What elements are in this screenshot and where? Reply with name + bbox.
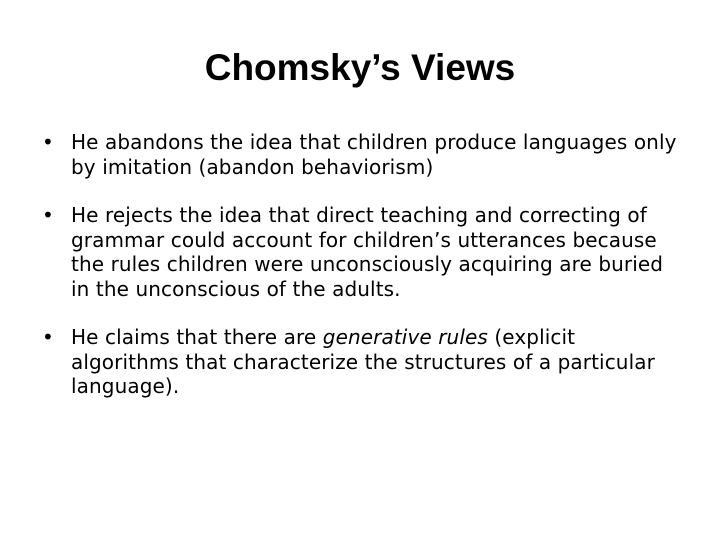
bullet-text bbox=[71, 325, 655, 398]
bullet-dot-icon: • bbox=[42, 325, 54, 349]
bullet-list bbox=[42, 130, 682, 423]
bullet-item-direct-teaching bbox=[42, 203, 682, 301]
bullet-text: He rejects the idea that direct teaching and correcting of grammar could account for children’s utterances because the rules children were unconsciously acquiring are buried in the unconscious of the adults. bbox=[71, 203, 664, 301]
slide-title: Chomsky’s Views bbox=[204, 47, 516, 88]
generative-rules-emphasis: generative rules bbox=[322, 325, 488, 349]
bullet-text-before: He claims that there are bbox=[71, 325, 323, 349]
bullet-dot-icon: • bbox=[42, 130, 54, 154]
bullet-dot-icon: • bbox=[42, 203, 54, 227]
bullet-text: He abandons the idea that children produce languages only by imitation (abandon behaviorism) bbox=[71, 130, 677, 179]
bullet-text-after: (explicit algorithms that characterize the structures of a particular language). bbox=[71, 325, 655, 398]
bullet-item-imitation bbox=[42, 130, 682, 179]
bullet-item-generative-rules bbox=[42, 325, 682, 399]
